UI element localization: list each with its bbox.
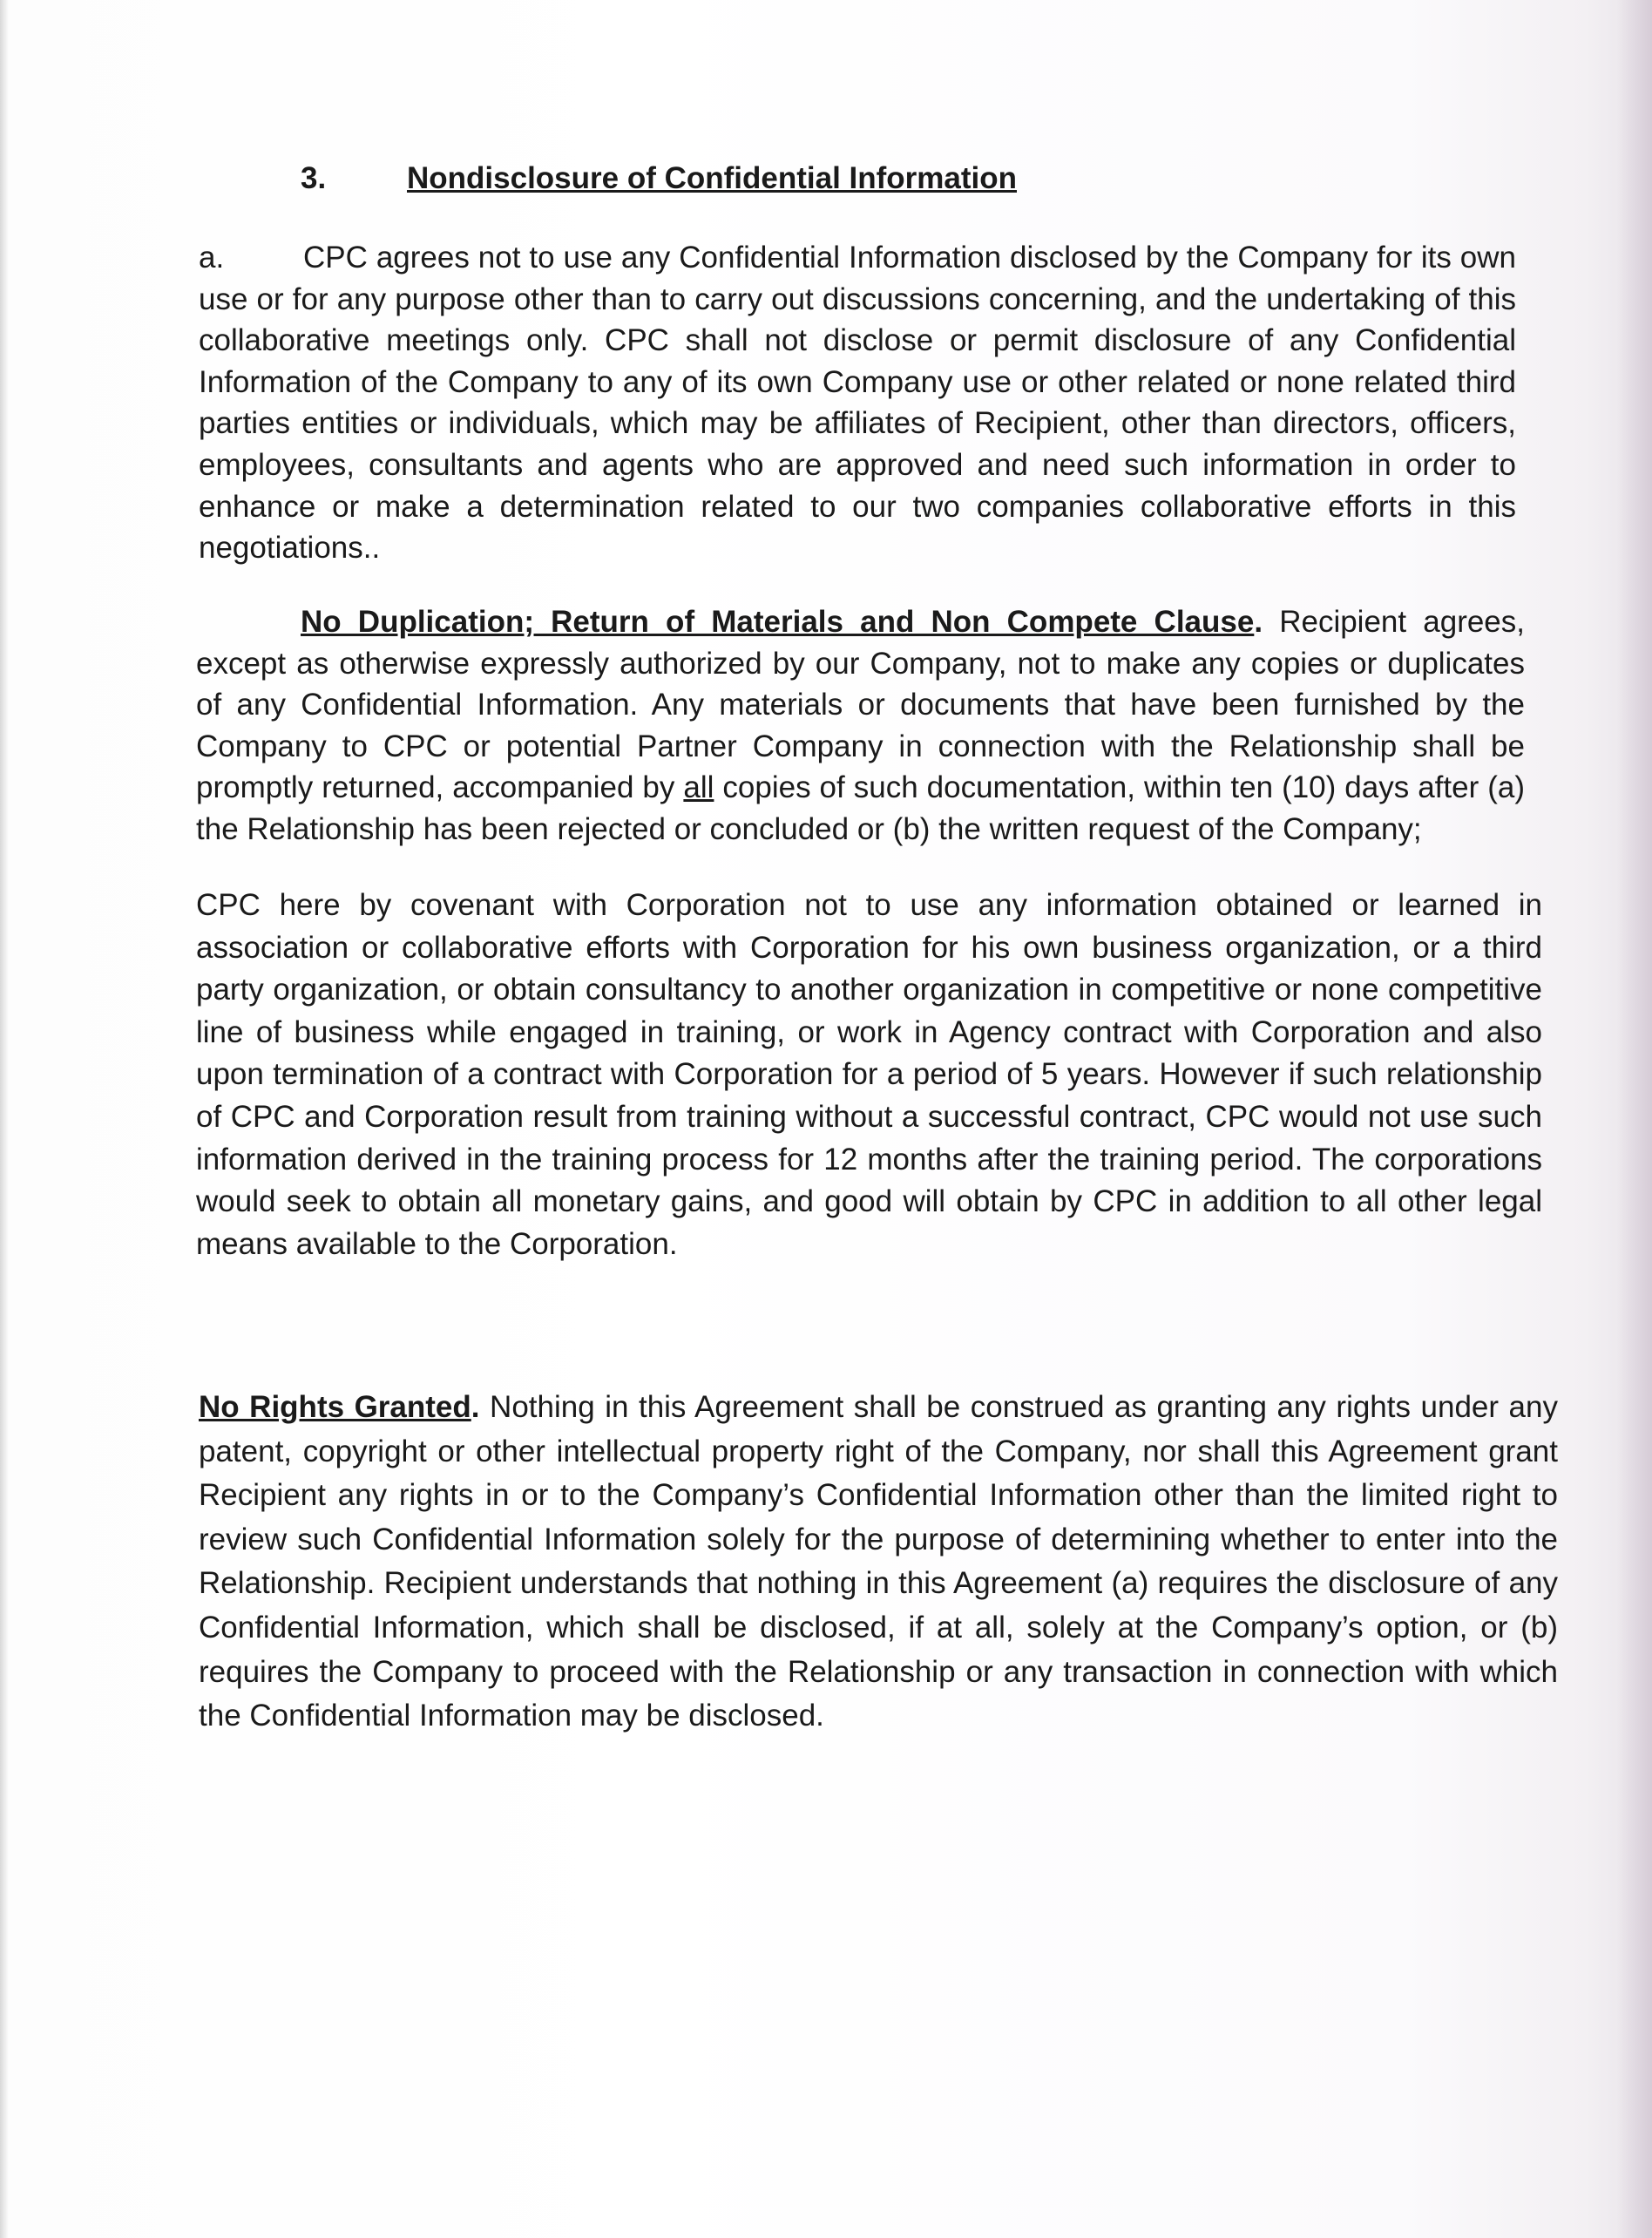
section-heading xyxy=(301,161,1017,196)
covenant-text: CPC here by covenant with Corporation not to use any information obtained or learned in association or collaborative efforts with Corporation for his own business organization, or a third party organization, or obtain consultancy to another organization in competitive or none competitive line of business while engaged in training, or work in Agency contract with Corporation and also upon termination of a contract with Corporation for a period of 5 years. However if such relationship of CPC and Corporation result from training without a successful contract, CPC would not use such information derived in the training process for 12 months after the training period. The corporations would seek to obtain all monetary gains, and good will obtain by CPC in addition to all other legal means available to the Corporation. xyxy=(196,888,1542,1261)
paragraph-covenant xyxy=(196,885,1542,1265)
no-duplication-text-before: Recipient agrees, except as otherwise expressly authorized by our Company, not to make any copies or duplicates of any Confidential Information. Any materials or documents that have been furnished by the Company to CPC or potential Partner Company in connection with the Relationship shall be promptly returned, accompanied by xyxy=(196,605,1525,805)
section-number: 3. xyxy=(301,161,327,195)
no-rights-granted-heading: No Rights Granted xyxy=(199,1390,471,1424)
no-duplication-underlined-word: all xyxy=(683,770,714,805)
page-left-edge-shadow xyxy=(0,0,9,2238)
paragraph-no-rights-granted xyxy=(199,1386,1558,1739)
paragraph-a-text: CPC agrees not to use any Confidential Information disclosed by the Company for its own use or for any purpose other than to carry out discussions concerning, and the undertaking of this collaborative meetings only. CPC shall not disclose or permit disclosure of any Confidential Information of the Company to any of its own Company use or other related or none related third parties entities or individuals, which may be affiliates of Recipient, other than directors, officers, employees, consultants and agents who are approved and need such information in order to enhance or make a determination related to our two companies collaborative efforts in this negotiations.. xyxy=(199,241,1516,566)
no-rights-granted-heading-period: . xyxy=(471,1390,480,1424)
no-duplication-text-after: copies of such documentation, within ten (10) days after (a) the Relationship has been rejected or concluded or (b) the written request of the Company; xyxy=(196,770,1526,846)
page-right-edge-shadow xyxy=(1617,0,1652,2238)
no-rights-granted-text: Nothing in this Agreement shall be construed as granting any rights under any patent, copyright or other intellectual property right of the Company, nor shall this Agreement grant Recipient any rights in or to the Company’s Confidential Information other than the limited right to review such Confidential Information solely for the purpose of determining whether to enter into the Relationship. Recipient understands that nothing in this Agreement (a) requires the disclosure of any Confidential Information, which shall be disclosed, if at all, solely at the Company’s option, or (b) requires the Company to proceed with the Relationship or any transaction in connection with which the Confidential Information may be disclosed. xyxy=(199,1390,1558,1733)
no-duplication-heading-period: . xyxy=(1254,605,1263,639)
paragraph-a-marker: a. xyxy=(199,241,225,275)
paragraph-no-duplication xyxy=(196,601,1525,851)
no-duplication-heading: No Duplication; Return of Materials and Non Compete Clause xyxy=(301,605,1255,639)
paragraph-a xyxy=(199,237,1516,569)
section-title: Nondisclosure of Confidential Information xyxy=(407,161,1017,195)
